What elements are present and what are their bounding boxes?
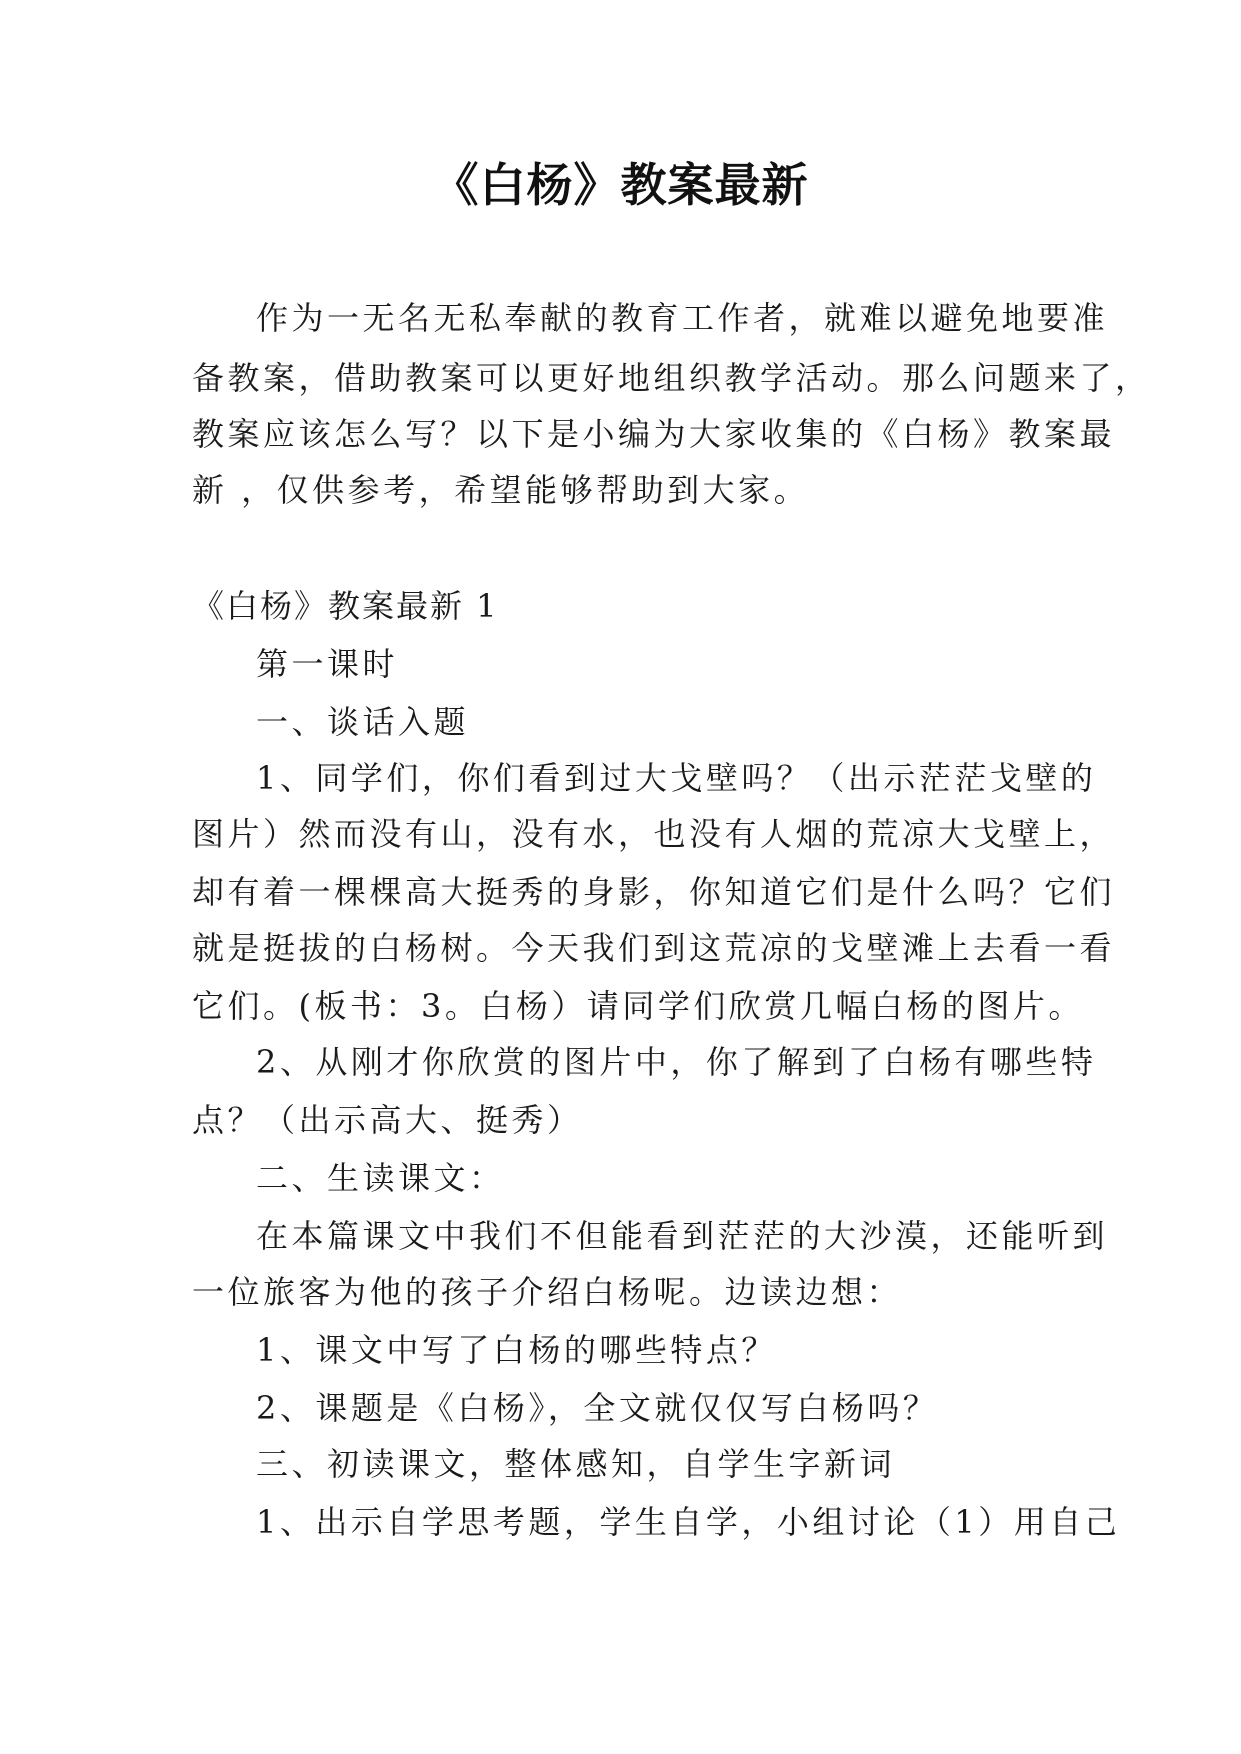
body-line: 点？（出示高大、挺秀） xyxy=(192,1101,583,1139)
body-line: 在本篇课文中我们不但能看到茫茫的大沙漠，还能听到 xyxy=(256,1217,1109,1255)
body-line: 图片）然而没有山，没有水，也没有人烟的荒凉大戈壁上， xyxy=(192,815,1116,853)
body-line: 一、谈话入题 xyxy=(256,703,470,741)
intro-line: 新 ，仅供参考，希望能够帮助到大家。 xyxy=(192,471,810,509)
body-line: 就是挺拔的白杨树。今天我们到这荒凉的戈壁滩上去看一看 xyxy=(192,929,1116,967)
body-line: 2、从刚才你欣赏的图片中，你了解到了白杨有哪些特 xyxy=(256,1043,1097,1081)
intro-line: 备教案，借助教案可以更好地组织教学活动。那么问题来了， xyxy=(192,359,1151,397)
body-line: 2、课题是《白杨》，全文就仅仅写白杨吗？ xyxy=(256,1389,939,1427)
body-line: 二、生读课文： xyxy=(256,1159,505,1197)
body-line: 1、出示自学思考题，学生自学，小组讨论（1）用自己 xyxy=(256,1503,1121,1541)
section-heading: 《白杨》教案最新 1 xyxy=(192,587,499,625)
document-title: 《白杨》教案最新 xyxy=(432,158,809,212)
body-line: 1、课文中写了白杨的哪些特点？ xyxy=(256,1331,777,1369)
body-line: 却有着一棵棵高大挺秀的身影，你知道它们是什么吗？它们 xyxy=(192,873,1116,911)
body-line: 1、同学们，你们看到过大戈壁吗？（出示茫茫戈壁的 xyxy=(256,759,1097,797)
intro-line: 教案应该怎么写？以下是小编为大家收集的《白杨》教案最 xyxy=(192,415,1116,453)
body-line: 一位旅客为他的孩子介绍白杨呢。边读边想： xyxy=(192,1273,903,1311)
body-line: 三、初读课文，整体感知，自学生字新词 xyxy=(256,1445,896,1483)
body-line: 它们。(板书：3。白杨）请同学们欣赏几幅白杨的图片。 xyxy=(192,987,1084,1025)
intro-line: 作为一无名无私奉献的教育工作者，就难以避免地要准 xyxy=(256,299,1109,337)
body-line: 第一课时 xyxy=(256,645,399,683)
